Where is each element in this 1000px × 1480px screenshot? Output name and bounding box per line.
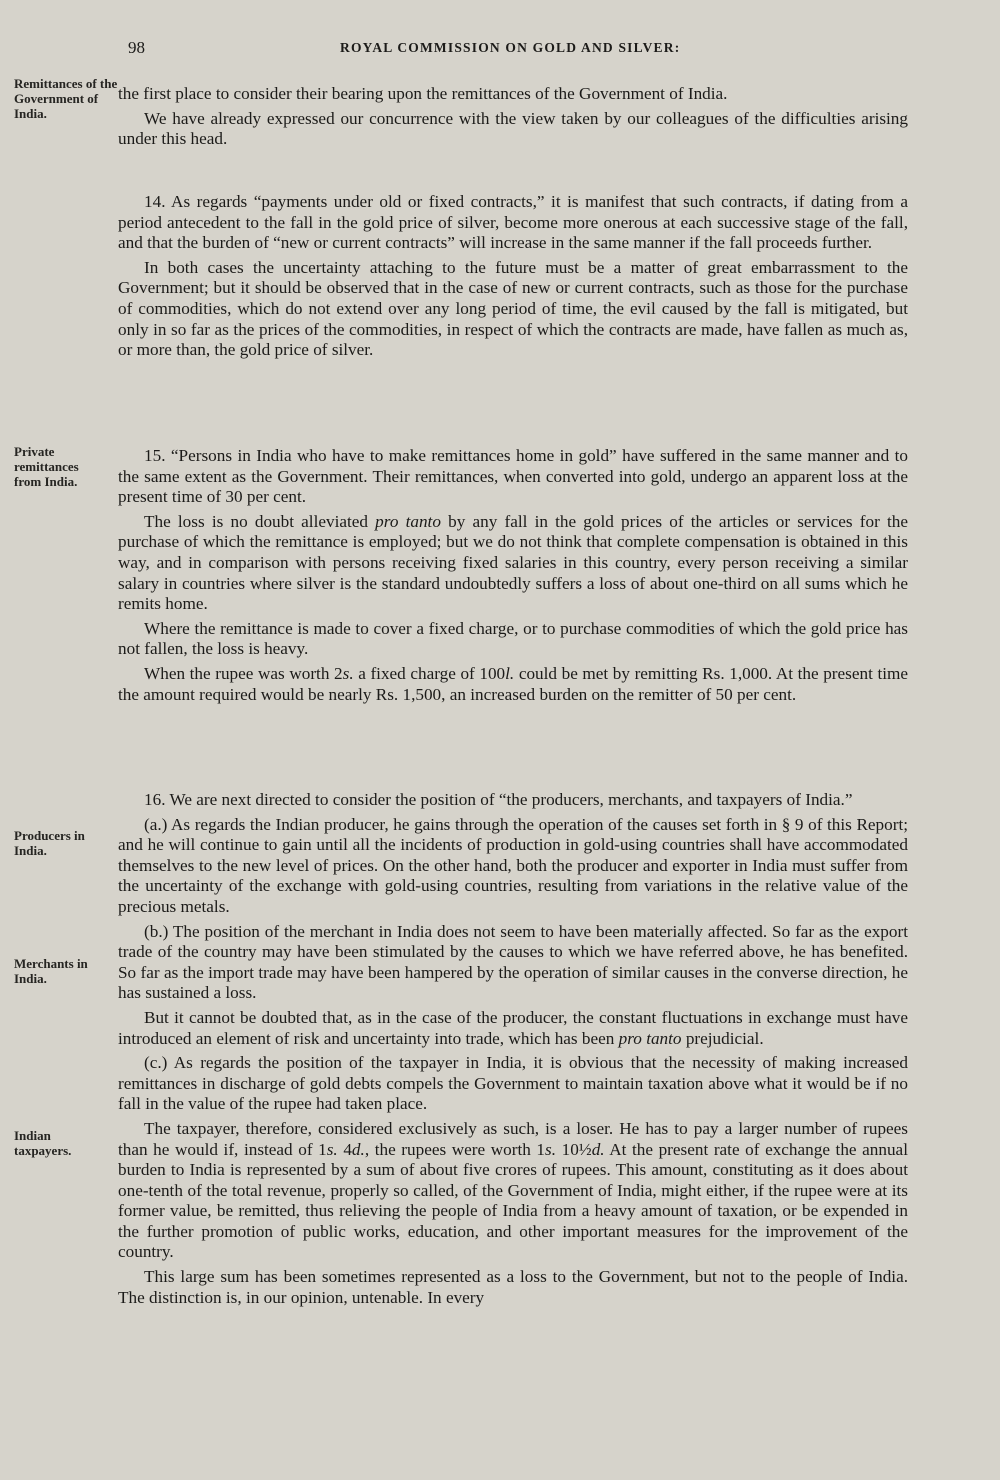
paragraph-15: 15. “Persons in India who have to make remittances home in gold” have suffered in the same manner and to the same extent as the Government. Their remittances, when converted into gold, undergo an apparent loss at the present time of 30 per cent. <box>118 446 908 507</box>
text-run: a fixed charge of 100 <box>353 663 506 683</box>
text-run: At the present rate of exchange the annual burden to India is represented by a sum of about five crores of rupees. This amount, constituting as it does about one-tenth of the total revenue, properly so called, of the Government of India, might either, if the rupee were at its former value, be remitted, thus relieving the people of India from a heavy amount of taxation, or be expended in the further promotion of public works, education, and other important measures for the improvement of the country. <box>118 1139 908 1262</box>
text-run: When the rupee was worth 2 <box>144 663 343 683</box>
italic-text: d. <box>591 1139 605 1159</box>
paragraph <box>118 1119 908 1263</box>
sidenote-merchants: Merchants in India. <box>14 956 88 986</box>
text-run: by any fall in the gold prices of the articles or services for the purchase of which the remittance is employed; but we do not think that complete compensation is obtained in this way, and in comparison with persons receiving fixed salaries in this country, every person receiving a similar salary in countries where silver is the standard undoubtedly suffers a loss of about one-third on all sums which he remits home. <box>118 511 908 614</box>
italic-text: s. <box>342 663 354 683</box>
page-number: 98 <box>128 38 145 57</box>
running-head: ROYAL COMMISSION ON GOLD AND SILVER: <box>340 40 681 55</box>
text-run: prejudicial. <box>681 1028 764 1048</box>
sidenote-private-remittances: Private remittances from India. <box>14 444 79 489</box>
paragraph-taxpayers: (c.) As regards the position of the taxpayer in India, it is obvious that the necessity of making increased remittances in discharge of gold debts compels the Government to maintain taxation above what it would be if no fall in the value of the rupee had taken place. <box>118 1053 908 1114</box>
text-run: The taxpayer, therefore, considered exclusively as such, is a loser. He has to pay a larger number of rupees than he would if, instead of 1 <box>118 1118 908 1159</box>
text-run: , the rupees were worth 1 <box>364 1139 546 1159</box>
paragraph: Where the remittance is made to cover a fixed charge, or to purchase commodities of which the gold price has not fallen, the loss is heavy. <box>118 618 908 659</box>
section-15 <box>118 446 908 709</box>
sidenote-producers: Producers in India. <box>14 828 85 858</box>
page-header <box>0 38 1000 62</box>
paragraph-16: 16. We are next directed to consider the position of “the producers, merchants, and taxpayers of India.” <box>144 790 853 809</box>
sidenote-remittances-government: Remittances of the Government of India. <box>14 76 118 121</box>
italic-text: l. <box>505 663 515 683</box>
text-run: The loss is no doubt alleviated <box>144 511 376 531</box>
paragraph: This large sum has been sometimes represented as a loss to the Government, but not to the people of India. The distinction is, in our opinion, untenable. In every <box>118 1267 908 1307</box>
paragraph <box>118 664 908 705</box>
italic-text: s. <box>326 1139 338 1159</box>
section-14 <box>118 192 908 365</box>
italic-text: s. <box>545 1139 557 1159</box>
italic-text: d. <box>351 1139 365 1159</box>
paragraph: the first place to consider their bearing upon the remittances of the Government of India. <box>118 84 728 103</box>
text-run: could be met by remitting Rs. 1,000. At the present time the amount required would be nearly Rs. 1,500, an increased burden on the remitter of 50 per cent. <box>118 663 908 704</box>
paragraph-producers: (a.) As regards the Indian producer, he gains through the operation of the causes set forth in § 9 of this Report; and he will continue to gain until all the incidents of production in gold-using countries shall have accommodated themselves to the new level of prices. On the other hand, both the producer and exporter in India must suffer from the uncertainty of the exchange with gold-using countries, resulting from variations in the relative value of the precious metals. <box>118 814 908 916</box>
text-run: 10½ <box>556 1139 592 1159</box>
sidenote-taxpayers: Indian taxpayers. <box>14 1128 72 1158</box>
section-16 <box>118 790 908 1312</box>
paragraph <box>118 1008 908 1049</box>
paragraph: In both cases the uncertainty attaching to the future must be a matter of great embarrassment to the Government; but it should be observed that in the case of new or current contracts, such as those for the purchase of commodities, which do not extend over any long period of time, the evil caused by the fall is mitigated, but only in so far as the prices of the commodities, in respect of which the contracts are made, have fallen as much as, or more than, the gold price of silver. <box>118 257 908 360</box>
italic-text: pro tanto <box>618 1028 682 1048</box>
paragraph-14: 14. As regards “payments under old or fixed contracts,” it is manifest that such contracts, if dating from a period antecedent to the fall in the gold price of silver, become more onerous at each successive stage of the fall, and that the burden of “new or current contracts” will increase in the same manner if the fall proceeds further. <box>118 192 908 253</box>
paragraph-merchants: (b.) The position of the merchant in India does not seem to have been materially affected. So far as the export trade of the country may have been stimulated by the causes to which we have referred above, he has benefited. So far as the import trade may have been hampered by the operation of similar causes in the converse direction, he has sustained a loss. <box>118 921 908 1003</box>
italic-text: pro tanto <box>375 511 441 531</box>
text-run: 4 <box>337 1139 352 1159</box>
text-run: But it cannot be doubted that, as in the case of the producer, the constant fluctuations in exchange must have introduced an element of risk and uncertainty into trade, which has been <box>118 1007 908 1048</box>
paragraph: We have already expressed our concurrence with the view taken by our colleagues of the difficulties arising under this head. <box>118 108 908 149</box>
paragraph <box>118 512 908 615</box>
section-remittances-intro <box>118 84 908 154</box>
